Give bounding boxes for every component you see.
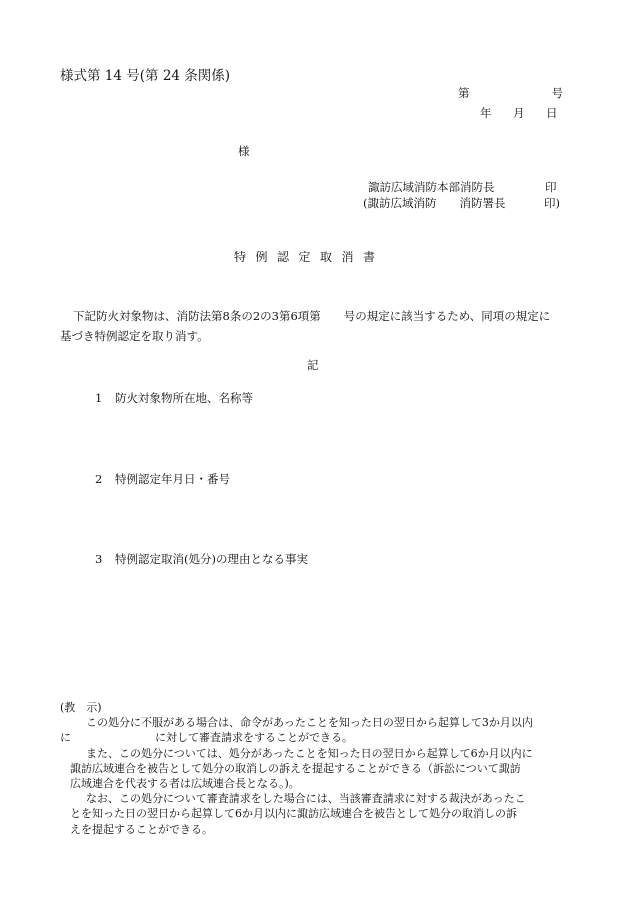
notice-heading: (教 示)	[60, 701, 102, 714]
document-number-prefix: 第	[458, 86, 470, 100]
notice-p3-line2: とを知った日の翌日から起算して6か月以内に諏訪広域連合を被告として処分の取消しの訴	[70, 807, 517, 821]
item-number: 1	[95, 391, 103, 405]
notice-p3-line3: えを提起することができる。	[70, 822, 213, 836]
addressee-suffix: 様	[238, 144, 250, 158]
item-label: 特例認定年月日・番号	[115, 472, 230, 486]
notice-p1-line2	[60, 730, 570, 745]
item-number: 3	[95, 552, 103, 566]
body-line-2: 基づき特例認定を取り消す。	[60, 329, 209, 343]
body-paragraph	[60, 306, 568, 346]
item-label: 防火対象物所在地、名称等	[115, 391, 253, 405]
issuer-seal-station: 印)	[544, 196, 560, 210]
notice-p2-line3: 広域連合を代表する者は広域連合長となる。)。	[70, 777, 300, 791]
date-year: 年	[480, 106, 492, 120]
item-number: 2	[95, 472, 103, 486]
form-number: 様式第 14 号(第 24 条関係)	[60, 68, 231, 84]
item-revocation-reason	[95, 551, 308, 567]
notice-p1-line2-start: に	[60, 731, 71, 745]
issuer-chief: 諏訪広域消防本部消防長	[368, 180, 495, 194]
issuer-station-chief: (諏訪広域消防 消防署長	[363, 196, 506, 210]
ki-heading: 記	[307, 358, 319, 372]
date-day: 日	[546, 106, 558, 120]
notice-p1-line1: この処分に不服がある場合は、命令があったことを知った日の翌日から起算して3か月以内	[86, 716, 533, 730]
issuer-seal-chief: 印	[545, 180, 557, 194]
appeal-notice	[60, 700, 570, 837]
date-month: 月	[513, 106, 525, 120]
notice-p1-line2-end: に対して審査請求をすることができる。	[155, 731, 353, 745]
body-line-1: 下記防火対象物は、消防法第8条の2の3第6項第 号の規定に該当するため、同項の規定に	[73, 309, 551, 323]
issue-date	[480, 105, 558, 121]
document-title: 特例認定取消書	[234, 250, 385, 264]
item-location-name	[95, 390, 253, 406]
notice-p2-line2: 諏訪広域連合を被告として処分の取消しの訴えを提起することができる（訴訟について諏訪	[70, 761, 521, 775]
item-certification-date-number	[95, 471, 230, 487]
notice-p2-line1: また、この処分については、処分があったことを知った日の翌日から起算して6か月以内に	[86, 746, 533, 760]
document-number-suffix: 号	[551, 86, 563, 100]
item-label: 特例認定取消(処分)の理由となる事実	[115, 552, 308, 566]
notice-p3-line1: なお、この処分について審査請求をした場合には、当該審査請求に対する裁決があったこ	[86, 792, 526, 806]
